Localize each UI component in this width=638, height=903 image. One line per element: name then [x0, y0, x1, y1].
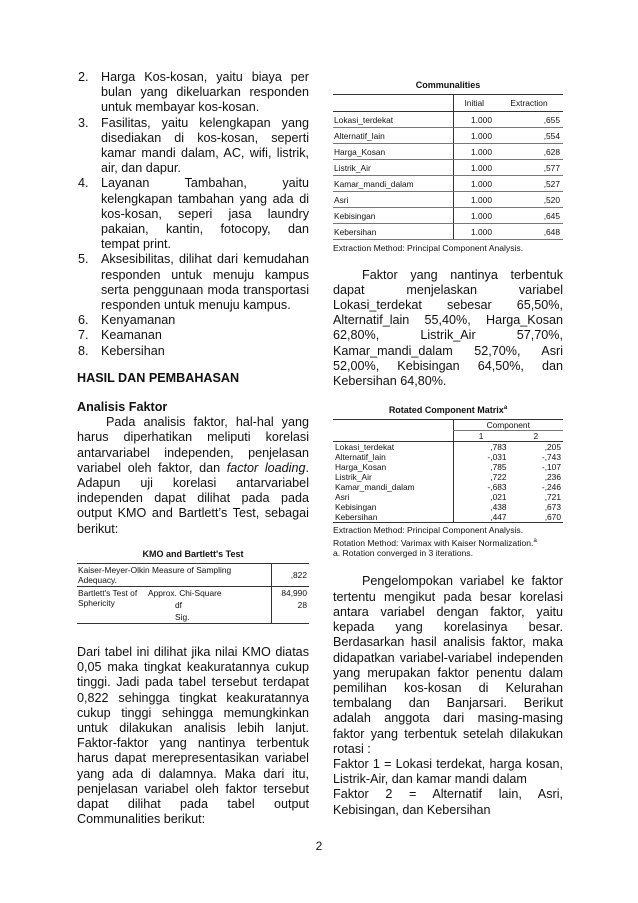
cell-extraction: ,527: [495, 176, 563, 192]
kmo-bartlett-table: [77, 563, 309, 624]
table-row: [333, 512, 563, 523]
criteria-list: [78, 70, 309, 359]
cell-extraction: ,655: [495, 112, 563, 128]
cell-extraction: ,645: [495, 208, 563, 224]
section-heading: HASIL DAN PEMBAHASAN: [77, 370, 240, 385]
cell-c1: ,447: [453, 512, 509, 523]
cell-c1: ,783: [453, 442, 509, 453]
cell-c2: ,673: [544, 502, 561, 513]
cell-name: Alternatif_lain: [333, 128, 453, 144]
right-column: [333, 80, 563, 818]
list-item: [78, 344, 309, 359]
cell-name: Lokasi_terdekat: [335, 442, 395, 453]
cell-name: Kebersihan: [333, 224, 453, 240]
communalities-footnote: Extraction Method: Principal Component Analysis.: [333, 243, 524, 253]
list-item-number: 3.: [78, 115, 89, 130]
kmo-label: Kaiser-Meyer-Olkin Measure of Sampling Adequacy.: [78, 564, 232, 585]
list-item-number: 5.: [78, 252, 89, 267]
list-item-number: 7.: [78, 328, 89, 343]
cell-initial: 1.000: [453, 176, 495, 192]
bartlett-sig-label: Sig.: [175, 611, 190, 622]
cell-c2: -,246: [541, 482, 561, 493]
cell-name: Kamar_mandi_dalam: [333, 176, 453, 192]
cell-name: Kamar_mandi_dalam: [335, 482, 415, 493]
header-component-1: 1: [453, 431, 509, 442]
table-row: [333, 224, 563, 240]
table-row: [333, 452, 563, 462]
cell-name: Kebisingan: [333, 208, 453, 224]
factor-1-text: Faktor 1 = Lokasi terdekat, harga kosan, Listrik-Air, dan kamar mandi dalam: [333, 756, 563, 787]
list-item: [78, 176, 309, 252]
paragraph-kmo-interpretation: Dari tabel ini dilihat jika nilai KMO diatas 0,05 maka tingkat keakuratannya cukup tinggi. Jadi pada tabel tersebut terdapat 0,822 sehingga tingkat keakuratannya cukup tinggi sehingga memungkinkan untuk dilakukan analisis lebih lanjut. Faktor-faktor yang nantinya terbentuk harus dapat merepresentasikan variabel yang ada di dalamnya. Maka dari itu, penjelasan variabel oleh faktor tersebut dapat dilihat pada tabel output Communalities berikut:: [77, 644, 309, 827]
paragraph-grouping: Pengelompokan variabel ke faktor tertentu mengikut pada besar korelasi antara variabel dengan faktor, yaitu kepada yang korelasinya besar. Berdasarkan hasil analisis faktor, maka didapatkan variabel-variabel independen yang merupakan faktor penentu dalam pemilihan kos-kosan di Kelurahan tembalang dan Banjarsari. Berikut adalah anggota dari masing-masing faktor yang terbentuk setelah dilakukan rotasi :: [333, 574, 563, 756]
bartlett-df-label: df: [175, 599, 182, 610]
paragraph-factor-analysis: [77, 415, 309, 537]
cell-c1: ,722: [453, 472, 509, 482]
cell-initial: 1.000: [453, 144, 495, 160]
cell-c2: -,743: [541, 452, 561, 463]
cell-name: Kebersihan: [333, 512, 453, 523]
list-item-number: 4.: [78, 176, 89, 191]
table-row: [333, 128, 563, 144]
paragraph-communalities: Faktor yang nantinya terbentuk dapat menjelaskan variabel Lokasi_terdekat sebesar 65,50%, Alternatif_lain 55,40%, Harga_Kosan 62,80%, Listrik_Air 57,70%, Kamar_mandi_dalam 52,70%, Asri 52,00%, Kebisingan 64,50%, dan Kebersihan 64,80%.: [333, 267, 563, 388]
list-item-text: Fasilitas, yaitu kelengkapan yang disediakan di kos-kosan, seperti kamar mandi dalam, AC, wifi, listrik, air, dan dapur.: [101, 115, 309, 176]
cell-name: Lokasi_terdekat: [333, 112, 453, 128]
cell-initial: 1.000: [453, 224, 495, 240]
table-row: [333, 208, 563, 224]
cell-extraction: ,554: [495, 128, 563, 144]
cell-c2: -,107: [541, 462, 561, 473]
table-row: [333, 472, 563, 482]
table-header-row: [333, 420, 563, 431]
cell-name: Listrik_Air: [335, 472, 372, 483]
cell-c1: ,438: [453, 502, 509, 512]
rotated-footnote-rotation: [333, 536, 563, 548]
list-item: [78, 252, 309, 313]
list-item: [78, 116, 309, 177]
cell-extraction: ,520: [495, 192, 563, 208]
table-row: [333, 192, 563, 208]
paragraph-text: . Adapun uji korelasi antarvariabel independen dapat dilihat pada pada output KMO and Bartlett’s Test, sebagai berikut:: [77, 460, 309, 536]
header-empty: [333, 431, 453, 442]
header-empty: [333, 95, 453, 112]
cell-initial: 1.000: [453, 192, 495, 208]
factor-loading-term: factor loading: [226, 460, 306, 475]
list-item-text: Keamanan: [101, 328, 162, 343]
bartlett-stat-label: Approx. Chi-Square: [147, 586, 271, 599]
cell-name: Listrik_Air: [333, 160, 453, 176]
table-row: [333, 442, 563, 453]
table-header-row: [333, 95, 563, 112]
table-row: [333, 492, 563, 502]
cell-initial: 1.000: [453, 208, 495, 224]
table-row: [333, 482, 563, 492]
bartlett-label: Bartlett's Test of Sphericity: [77, 586, 147, 623]
communalities-table: [333, 94, 563, 240]
list-item-number: 6.: [78, 313, 89, 328]
header-extraction: Extraction: [495, 95, 563, 112]
bartlett-sig-value: [271, 611, 309, 624]
header-component-2: 2: [509, 431, 563, 442]
list-item-text: Harga Kos-kosan, yaitu biaya per bulan yang dikeluarkan responden untuk membayar kos-kosan.: [101, 70, 309, 115]
list-item: [78, 328, 309, 343]
cell-extraction: ,577: [495, 160, 563, 176]
rotated-footnote-extraction: Extraction Method: Principal Component Analysis.: [333, 525, 524, 536]
list-item-text: Kebersihan: [101, 343, 165, 358]
cell-name: Kebisingan: [335, 502, 377, 513]
bartlett-df-value: 28: [271, 599, 309, 611]
cell-name: Alternatif_lain: [335, 452, 386, 463]
cell-extraction: ,628: [495, 144, 563, 160]
cell-c2: ,205: [544, 442, 561, 453]
paragraph-text: Pada analisis faktor, hal-hal yang harus diperhatikan meliputi korelasi antarvariabel independen, penjelasan variabel oleh faktor, dan: [77, 415, 309, 475]
cell-c1: -,683: [453, 482, 509, 492]
bartlett-stat-value: 84,990: [271, 586, 309, 599]
cell-c2: ,670: [509, 512, 563, 523]
list-item-number: 2.: [78, 70, 89, 84]
cell-name: Asri: [335, 492, 350, 503]
communalities-title: Communalities: [415, 80, 481, 90]
list-item-text: Layanan Tambahan, yaitu kelengkapan tambahan yang ada di kos-kosan, seperi jasa laundry pakaian, kantin, fotocopy, dan tempat print.: [101, 176, 309, 252]
table-row: [333, 144, 563, 160]
table-row: [333, 160, 563, 176]
rotated-component-table: [333, 419, 563, 523]
kmo-value: ,822: [271, 563, 309, 586]
header-initial: Initial: [453, 95, 495, 112]
cell-c2: ,236: [544, 472, 561, 483]
cell-name: Harga_Kosan: [335, 462, 387, 473]
cell-initial: 1.000: [453, 112, 495, 128]
cell-c1: ,021: [453, 492, 509, 502]
table-row: [333, 176, 563, 192]
kmo-bartlett-table-block: [77, 549, 309, 624]
subsection-heading: Analisis Faktor: [77, 400, 168, 415]
rotated-footnote-rotation-text: Rotation Method: Varimax with Kaiser Normalization.: [333, 537, 534, 548]
cell-initial: 1.000: [453, 128, 495, 144]
table-row: [333, 112, 563, 128]
cell-name: Harga_Kosan: [333, 144, 453, 160]
list-item-text: Aksesibilitas, dilihat dari kemudahan responden untuk menuju kampus serta penggunaan moda transportasi responden untuk menuju kampus.: [101, 252, 309, 313]
list-item: [78, 70, 309, 116]
factor-2-text: Faktor 2 = Alternatif lain, Asri, Kebisingan, dan Kebersihan: [333, 787, 563, 817]
list-item: [78, 313, 309, 328]
page-number: 2: [315, 839, 323, 853]
list-item-text: Kenyamanan: [101, 313, 176, 328]
header-component: Component: [453, 420, 563, 431]
rotated-matrix-title: [333, 403, 563, 416]
cell-initial: 1.000: [453, 160, 495, 176]
header-empty: [333, 420, 453, 431]
rotated-matrix-title-text: Rotated Component Matrix: [388, 405, 504, 416]
table-row: [333, 502, 563, 512]
table-row: [77, 586, 309, 599]
cell-extraction: ,648: [495, 224, 563, 240]
cell-c2: ,721: [544, 492, 561, 503]
table-row: [77, 563, 309, 586]
table-row: [333, 462, 563, 472]
kmo-table-title: KMO and Bartlett's Test: [142, 548, 244, 559]
left-column: [77, 70, 309, 827]
cell-c1: -,031: [453, 452, 509, 462]
rotated-footnote-sup: a: [533, 537, 537, 544]
rotated-footnote-converged: a. Rotation converged in 3 iterations.: [333, 547, 473, 558]
rotated-matrix-title-sup: a: [503, 405, 508, 412]
list-item-number: 8.: [78, 343, 89, 358]
cell-name: Asri: [333, 192, 453, 208]
table-header-row: [333, 431, 563, 442]
cell-c1: ,785: [453, 462, 509, 472]
